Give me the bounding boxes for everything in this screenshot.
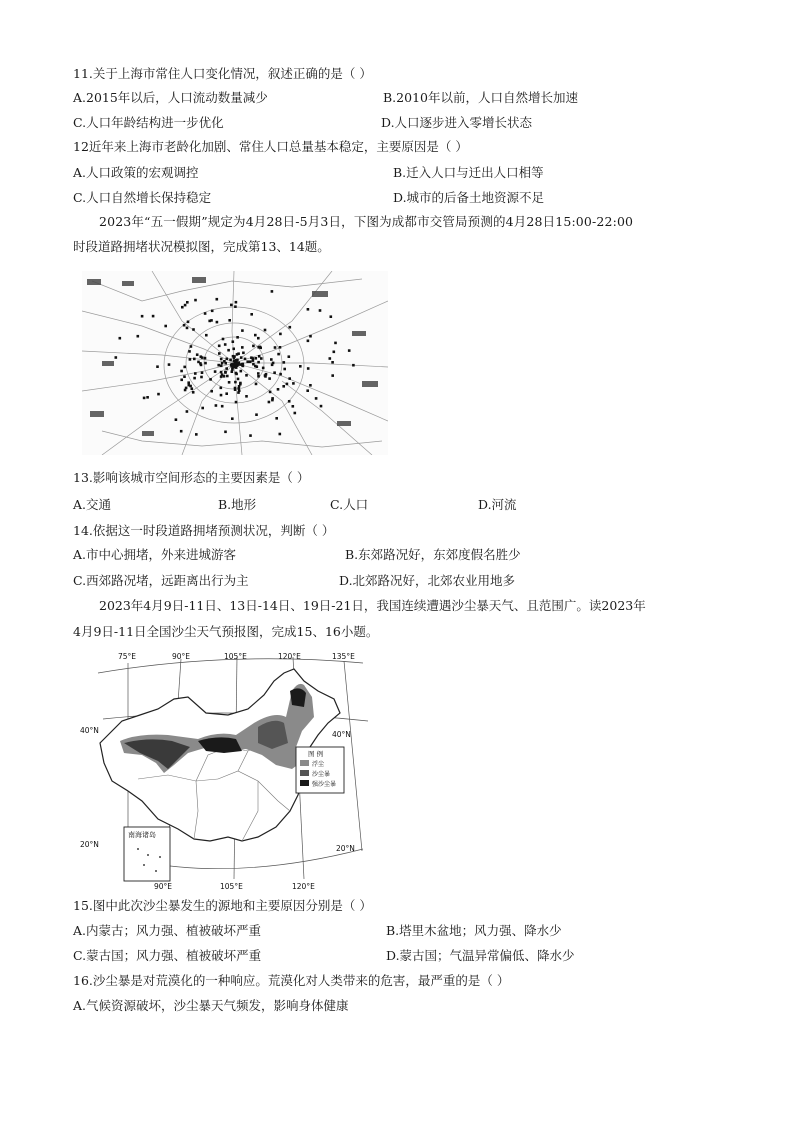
congestion-marker xyxy=(242,352,245,355)
congestion-marker xyxy=(274,346,277,349)
congestion-marker xyxy=(319,309,322,312)
intro-13-14-line2: 时段道路拥堵状况模拟图，完成第13、14题。 xyxy=(73,239,330,254)
lat-label-right-20: 20°N xyxy=(336,844,355,853)
congestion-marker xyxy=(239,383,242,386)
congestion-marker xyxy=(156,365,159,368)
q12-option-b: B.迁入人口与迁出人口相等 xyxy=(393,165,544,180)
q15-option-a: A.内蒙古；风力强、植被破坏严重 xyxy=(73,923,262,938)
congestion-marker xyxy=(209,378,212,381)
q12-option-c: C.人口自然增长保持稳定 xyxy=(73,190,212,205)
lat-label-left-20: 20°N xyxy=(80,840,99,849)
congestion-marker xyxy=(143,397,146,400)
intro-15-16-line2: 4月9日-11日全国沙尘天气预报图，完成15、16小题。 xyxy=(73,624,379,639)
congestion-marker xyxy=(237,391,240,394)
congestion-marker xyxy=(271,397,274,400)
china-dust-forecast-map xyxy=(78,651,368,891)
congestion-marker xyxy=(264,374,267,377)
congestion-marker xyxy=(228,381,231,384)
congestion-marker xyxy=(224,343,227,346)
congestion-marker xyxy=(181,306,184,309)
chengdu-congestion-map xyxy=(82,271,388,455)
legend-swatch-sandstorm xyxy=(300,770,309,776)
congestion-marker xyxy=(235,301,238,304)
congestion-marker xyxy=(237,378,240,381)
congestion-marker xyxy=(232,355,235,358)
congestion-marker xyxy=(229,359,232,362)
congestion-marker xyxy=(234,305,237,308)
lon-label-top-105: 105°E xyxy=(224,652,247,661)
congestion-marker xyxy=(194,299,197,302)
congestion-marker xyxy=(215,404,218,407)
congestion-marker xyxy=(231,417,234,420)
congestion-marker xyxy=(307,367,310,370)
q15-stem: 15.图中此次沙尘暴发生的源地和主要原因分别是（ ） xyxy=(73,898,372,913)
congestion-marker xyxy=(348,349,351,352)
congestion-marker xyxy=(157,393,160,396)
lon-label-bottom-120: 120°E xyxy=(292,882,315,891)
congestion-marker xyxy=(288,377,291,380)
congestion-marker xyxy=(194,372,197,375)
congestion-marker xyxy=(217,364,220,367)
congestion-marker xyxy=(211,310,214,313)
congestion-marker xyxy=(292,405,295,408)
congestion-marker xyxy=(233,360,236,363)
congestion-marker xyxy=(235,401,238,404)
congestion-marker xyxy=(309,384,312,387)
congestion-marker xyxy=(240,356,243,359)
congestion-marker xyxy=(168,363,171,366)
legend-item-strong-sandstorm: 强沙尘暴 xyxy=(312,781,337,788)
q11-stem: 11.关于上海市常住人口变化情况，叙述正确的是（ ） xyxy=(73,66,372,81)
congestion-marker xyxy=(279,373,282,376)
congestion-marker xyxy=(257,337,260,340)
congestion-marker xyxy=(204,362,207,365)
congestion-marker xyxy=(216,298,219,301)
congestion-marker xyxy=(306,389,309,392)
congestion-marker xyxy=(331,361,334,364)
q14-option-a: A.市中心拥堵，外来进城游客 xyxy=(73,547,237,562)
congestion-marker xyxy=(269,391,272,394)
q16-stem: 16.沙尘暴是对荒漠化的一种响应。荒漠化对人类带来的危害，最严重的是（ ） xyxy=(73,973,510,988)
congestion-marker xyxy=(259,346,262,349)
congestion-marker xyxy=(210,390,213,393)
congestion-marker xyxy=(183,366,186,369)
congestion-marker xyxy=(279,433,282,436)
congestion-marker xyxy=(252,363,255,366)
congestion-marker xyxy=(232,348,235,351)
lat-label-right-40: 40°N xyxy=(332,730,351,739)
congestion-marker xyxy=(235,372,238,375)
congestion-marker xyxy=(225,367,228,370)
congestion-marker xyxy=(187,381,190,384)
congestion-marker xyxy=(279,346,282,349)
congestion-marker xyxy=(192,328,195,331)
congestion-marker xyxy=(250,313,253,316)
congestion-marker xyxy=(234,363,237,366)
congestion-marker xyxy=(216,321,219,324)
congestion-marker xyxy=(189,358,192,361)
lat-label-left-40: 40°N xyxy=(80,726,99,735)
q11-option-b: B.2010年以前，人口自然增长加速 xyxy=(383,90,578,105)
congestion-marker xyxy=(164,325,167,328)
lon-label-top-135: 135°E xyxy=(332,652,355,661)
congestion-marker xyxy=(240,370,243,373)
congestion-marker xyxy=(292,382,295,385)
congestion-marker xyxy=(282,385,285,388)
congestion-marker xyxy=(190,345,193,348)
congestion-marker xyxy=(273,371,276,374)
q13-option-b: B.地形 xyxy=(218,497,257,512)
congestion-marker xyxy=(218,352,221,355)
congestion-marker xyxy=(195,433,198,436)
congestion-marker xyxy=(152,315,155,318)
congestion-marker xyxy=(232,366,235,369)
congestion-marker xyxy=(286,383,289,386)
congestion-marker xyxy=(230,304,233,307)
congestion-marker xyxy=(184,304,187,307)
congestion-marker xyxy=(330,315,333,318)
congestion-marker xyxy=(289,326,292,329)
q12-stem: 12近年来上海市老龄化加剧、常住人口总量基本稳定，主要原因是（ ） xyxy=(73,139,468,154)
congestion-marker xyxy=(307,340,310,343)
congestion-marker xyxy=(223,360,226,363)
inset-title: 南海诸岛 xyxy=(128,831,156,839)
q15-option-d: D.蒙古国；气温异常偏低、降水少 xyxy=(386,948,575,963)
congestion-marker xyxy=(180,379,183,382)
congestion-marker xyxy=(189,385,192,388)
congestion-marker xyxy=(237,387,240,390)
congestion-marker xyxy=(249,360,252,363)
congestion-marker xyxy=(225,392,228,395)
congestion-marker xyxy=(249,434,252,437)
congestion-marker xyxy=(246,360,249,363)
congestion-marker xyxy=(193,358,196,361)
congestion-marker xyxy=(255,413,258,416)
congestion-marker xyxy=(245,395,248,398)
lon-label-bottom-90: 90°E xyxy=(154,882,173,891)
congestion-marker xyxy=(236,336,239,339)
q13-option-d: D.河流 xyxy=(478,497,517,512)
congestion-marker xyxy=(231,363,234,366)
congestion-marker xyxy=(270,358,273,361)
q14-option-b: B.东郊路况好，东郊度假名胜少 xyxy=(345,547,521,562)
congestion-marker xyxy=(244,358,247,361)
congestion-marker xyxy=(119,337,122,340)
lon-label-bottom-105: 105°E xyxy=(220,882,243,891)
q13-option-a: A.交通 xyxy=(73,497,112,512)
congestion-marker xyxy=(236,359,239,362)
congestion-marker xyxy=(221,362,224,365)
q13-option-c: C.人口 xyxy=(330,497,369,512)
congestion-marker xyxy=(234,381,237,384)
intro-15-16-line1: 2023年4月9日-11日、13日-14日、19日-21日，我国连续遭遇沙尘暴天气、且范围广。读2023年 xyxy=(99,598,646,613)
congestion-marker xyxy=(188,350,191,353)
congestion-marker xyxy=(220,365,223,368)
congestion-marker xyxy=(252,357,255,360)
q16-option-a: A.气候资源破坏，沙尘暴天气频发，影响身体健康 xyxy=(73,998,349,1013)
congestion-marker xyxy=(183,375,186,378)
congestion-marker xyxy=(224,371,227,374)
congestion-marker xyxy=(268,401,271,404)
congestion-marker xyxy=(205,334,208,337)
congestion-marker xyxy=(277,388,280,391)
congestion-marker xyxy=(221,405,224,408)
congestion-marker xyxy=(271,364,274,367)
congestion-marker xyxy=(334,342,337,345)
congestion-marker xyxy=(186,327,189,330)
congestion-marker xyxy=(331,374,334,377)
congestion-marker xyxy=(320,405,323,408)
intro-13-14-line1: 2023年“五一假期”规定为4月28日-5月3日，下图为成都市交管局预测的4月28日15:00-22:00 xyxy=(99,214,634,229)
q14-stem: 14.依据这一时段道路拥堵预测状况，判断（ ） xyxy=(73,523,335,538)
congestion-marker xyxy=(204,312,207,315)
congestion-marker xyxy=(208,320,211,323)
congestion-marker xyxy=(254,334,257,337)
congestion-marker xyxy=(245,374,248,377)
congestion-marker xyxy=(262,367,265,370)
congestion-marker xyxy=(201,356,204,359)
congestion-marker xyxy=(214,370,217,373)
q12-option-d: D.城市的后备土地资源不足 xyxy=(393,190,545,205)
congestion-marker xyxy=(268,377,271,380)
q15-option-c: C.蒙古国；风力强、植被破坏严重 xyxy=(73,948,262,963)
lon-label-top-120: 120°E xyxy=(278,652,301,661)
congestion-marker xyxy=(241,346,244,349)
congestion-marker xyxy=(201,407,204,410)
q14-option-c: C.西郊路况堵，远距离出行为主 xyxy=(73,573,249,588)
congestion-marker xyxy=(277,353,280,356)
q11-option-d: D.人口逐步进入零增长状态 xyxy=(381,115,533,130)
congestion-marker xyxy=(183,324,186,327)
congestion-marker xyxy=(220,394,223,397)
q12-option-a: A.人口政策的宏观调控 xyxy=(73,165,199,180)
q13-stem: 13.影响该城市空间形态的主要因素是（ ） xyxy=(73,470,310,485)
congestion-marker xyxy=(255,383,258,386)
congestion-marker xyxy=(333,351,336,354)
congestion-marker xyxy=(191,387,194,390)
congestion-marker xyxy=(257,375,260,378)
congestion-marker xyxy=(193,377,196,380)
congestion-marker xyxy=(175,418,178,421)
congestion-marker xyxy=(220,371,223,374)
congestion-marker xyxy=(307,308,310,311)
q11-option-c: C.人口年龄结构进一步优化 xyxy=(73,115,224,130)
congestion-marker xyxy=(256,365,259,368)
congestion-marker xyxy=(257,361,260,364)
congestion-marker xyxy=(228,319,231,322)
dust-region-strong-sandstorm-ne xyxy=(290,688,306,707)
q15-option-b: B.塔里木盆地；风力强、降水少 xyxy=(386,923,562,938)
congestion-marker xyxy=(309,335,312,338)
congestion-marker xyxy=(200,364,203,367)
legend-swatch-floating xyxy=(300,760,309,766)
congestion-marker xyxy=(352,364,355,367)
legend-item-floating: 浮尘 xyxy=(312,761,325,768)
congestion-marker xyxy=(288,400,291,403)
congestion-marker xyxy=(187,321,190,324)
legend-item-sandstorm: 沙尘暴 xyxy=(312,771,331,778)
congestion-marker xyxy=(255,357,258,360)
congestion-marker xyxy=(226,358,229,361)
congestion-marker xyxy=(224,431,227,434)
congestion-marker xyxy=(200,376,203,379)
congestion-marker xyxy=(201,371,204,374)
congestion-marker xyxy=(218,345,221,348)
congestion-marker xyxy=(226,375,229,378)
congestion-marker xyxy=(279,333,282,336)
congestion-marker xyxy=(115,356,118,359)
congestion-marker xyxy=(315,397,318,400)
congestion-marker xyxy=(275,417,278,420)
congestion-marker xyxy=(220,387,223,390)
congestion-marker xyxy=(192,391,195,394)
congestion-marker xyxy=(180,430,183,433)
congestion-marker xyxy=(258,355,261,358)
legend-swatch-strong-sandstorm xyxy=(300,780,309,786)
congestion-marker xyxy=(197,361,200,364)
congestion-marker xyxy=(186,410,189,413)
congestion-marker xyxy=(196,353,199,356)
congestion-marker xyxy=(329,357,332,360)
congestion-marker xyxy=(186,301,189,304)
lon-label-top-75: 75°E xyxy=(118,652,137,661)
congestion-marker xyxy=(204,357,207,360)
lon-label-top-90: 90°E xyxy=(172,652,191,661)
congestion-marker xyxy=(222,338,225,341)
congestion-marker xyxy=(236,353,239,356)
congestion-marker xyxy=(283,361,286,364)
congestion-marker xyxy=(294,412,297,415)
congestion-marker xyxy=(257,372,260,375)
congestion-marker xyxy=(223,375,226,378)
q11-option-a: A.2015年以后，人口流动数量减少 xyxy=(73,90,268,105)
congestion-marker xyxy=(232,340,235,343)
congestion-marker xyxy=(227,349,230,352)
congestion-marker xyxy=(264,329,267,332)
congestion-marker xyxy=(299,365,302,368)
congestion-marker xyxy=(185,387,188,390)
congestion-marker xyxy=(180,370,183,373)
congestion-marker xyxy=(239,363,242,366)
congestion-marker xyxy=(252,345,255,348)
congestion-marker xyxy=(241,329,244,332)
congestion-marker xyxy=(146,396,149,399)
congestion-marker xyxy=(220,358,223,361)
congestion-marker xyxy=(283,368,286,371)
q14-option-d: D.北郊路况好，北郊农业用地多 xyxy=(339,573,516,588)
congestion-marker xyxy=(234,387,237,390)
congestion-marker xyxy=(137,335,140,338)
congestion-marker xyxy=(271,290,274,293)
legend-title: 图 例 xyxy=(308,750,324,758)
congestion-marker xyxy=(288,355,291,358)
congestion-marker xyxy=(141,315,144,318)
